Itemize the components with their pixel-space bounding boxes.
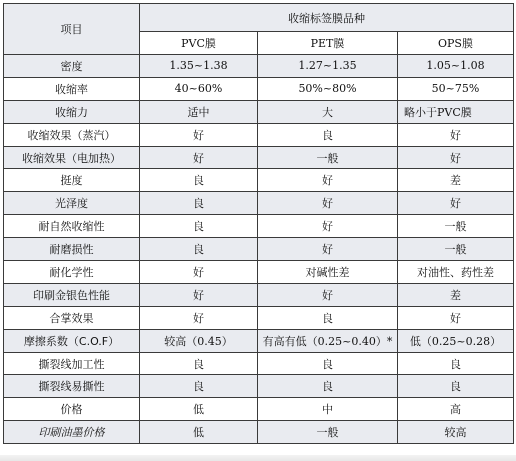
cell-ops: 一般 bbox=[398, 215, 514, 238]
cell-pet: 好 bbox=[258, 215, 398, 238]
cell-pvc: 好 bbox=[140, 306, 258, 329]
row-label: 印刷油墨价格 bbox=[4, 421, 140, 444]
cell-pet: 好 bbox=[258, 283, 398, 306]
cell-pvc: 好 bbox=[140, 146, 258, 169]
cell-ops: 良 bbox=[398, 352, 514, 375]
table-row bbox=[4, 123, 514, 146]
cell-pvc: 好 bbox=[140, 283, 258, 306]
row-label: 收缩效果（电加热） bbox=[4, 146, 140, 169]
cell-pvc: 好 bbox=[140, 123, 258, 146]
cell-pet: 好 bbox=[258, 169, 398, 192]
row-label: 耐自然收缩性 bbox=[4, 215, 140, 238]
cell-pet: 一般 bbox=[258, 421, 398, 444]
header-pet-film: PET膜 bbox=[258, 32, 398, 55]
cell-pvc: 低 bbox=[140, 398, 258, 421]
shrink-film-comparison-table bbox=[3, 3, 514, 444]
cell-pvc: 1.35~1.38 bbox=[140, 55, 258, 78]
table-row bbox=[4, 421, 514, 444]
row-label: 摩擦系数（C.O.F） bbox=[4, 329, 140, 352]
bottom-edge bbox=[0, 455, 516, 461]
cell-pvc: 适中 bbox=[140, 100, 258, 123]
table-row bbox=[4, 306, 514, 329]
row-label: 挺度 bbox=[4, 169, 140, 192]
table-row bbox=[4, 329, 514, 352]
cell-pvc: 40~60% bbox=[140, 77, 258, 100]
table-row bbox=[4, 375, 514, 398]
cell-pet: 中 bbox=[258, 398, 398, 421]
row-label: 撕裂线加工性 bbox=[4, 352, 140, 375]
cell-ops: 好 bbox=[398, 306, 514, 329]
cell-pet: 50%~80% bbox=[258, 77, 398, 100]
table-row bbox=[4, 215, 514, 238]
cell-pet: 良 bbox=[258, 306, 398, 329]
row-label: 耐磨损性 bbox=[4, 238, 140, 261]
table-body bbox=[4, 55, 514, 444]
cell-ops: 低（0.25~0.28） bbox=[398, 329, 514, 352]
row-label: 光泽度 bbox=[4, 192, 140, 215]
cell-ops: 好 bbox=[398, 192, 514, 215]
table-row bbox=[4, 283, 514, 306]
cell-pet: 大 bbox=[258, 100, 398, 123]
cell-pvc: 良 bbox=[140, 169, 258, 192]
cell-ops: 差 bbox=[398, 169, 514, 192]
cell-ops: 高 bbox=[398, 398, 514, 421]
table-row bbox=[4, 146, 514, 169]
cell-ops: 50~75% bbox=[398, 77, 514, 100]
cell-pet: 良 bbox=[258, 375, 398, 398]
cell-ops: 略小于PVC膜 bbox=[398, 100, 514, 123]
cell-pet: 良 bbox=[258, 123, 398, 146]
row-label: 合掌效果 bbox=[4, 306, 140, 329]
table-row bbox=[4, 77, 514, 100]
row-label: 价格 bbox=[4, 398, 140, 421]
cell-ops: 一般 bbox=[398, 238, 514, 261]
header-ops-film: OPS膜 bbox=[398, 32, 514, 55]
table-row bbox=[4, 55, 514, 78]
cell-pet: 有高有低（0.25~0.40）* bbox=[258, 329, 398, 352]
row-label: 密度 bbox=[4, 55, 140, 78]
table-row bbox=[4, 398, 514, 421]
cell-pvc: 好 bbox=[140, 261, 258, 284]
cell-ops: 对油性、药性差 bbox=[398, 261, 514, 284]
cell-pvc: 良 bbox=[140, 238, 258, 261]
cell-ops: 好 bbox=[398, 123, 514, 146]
cell-pet: 好 bbox=[258, 192, 398, 215]
cell-ops: 差 bbox=[398, 283, 514, 306]
table-row bbox=[4, 192, 514, 215]
row-label: 印刷金银色性能 bbox=[4, 283, 140, 306]
row-label: 收缩率 bbox=[4, 77, 140, 100]
cell-pet: 好 bbox=[258, 238, 398, 261]
row-label: 收缩效果（蒸汽） bbox=[4, 123, 140, 146]
cell-ops: 好 bbox=[398, 146, 514, 169]
cell-ops: 良 bbox=[398, 375, 514, 398]
cell-pvc: 低 bbox=[140, 421, 258, 444]
table-row bbox=[4, 169, 514, 192]
cell-pet: 对碱性差 bbox=[258, 261, 398, 284]
cell-pvc: 良 bbox=[140, 375, 258, 398]
cell-pvc: 良 bbox=[140, 215, 258, 238]
cell-pet: 1.27~1.35 bbox=[258, 55, 398, 78]
cell-pet: 一般 bbox=[258, 146, 398, 169]
row-label: 收缩力 bbox=[4, 100, 140, 123]
cell-pet: 良 bbox=[258, 352, 398, 375]
table-row bbox=[4, 100, 514, 123]
header-item: 项目 bbox=[4, 4, 140, 55]
header-pvc-film: PVC膜 bbox=[140, 32, 258, 55]
row-label: 耐化学性 bbox=[4, 261, 140, 284]
cell-pvc: 良 bbox=[140, 192, 258, 215]
table-row bbox=[4, 261, 514, 284]
comparison-table-container bbox=[3, 3, 514, 444]
row-label: 撕裂线易撕性 bbox=[4, 375, 140, 398]
cell-pvc: 较高（0.45） bbox=[140, 329, 258, 352]
table-row bbox=[4, 352, 514, 375]
header-film-type-group: 收缩标签膜品种 bbox=[140, 4, 514, 32]
cell-ops: 较高 bbox=[398, 421, 514, 444]
cell-pvc: 良 bbox=[140, 352, 258, 375]
cell-ops: 1.05~1.08 bbox=[398, 55, 514, 78]
table-row bbox=[4, 238, 514, 261]
